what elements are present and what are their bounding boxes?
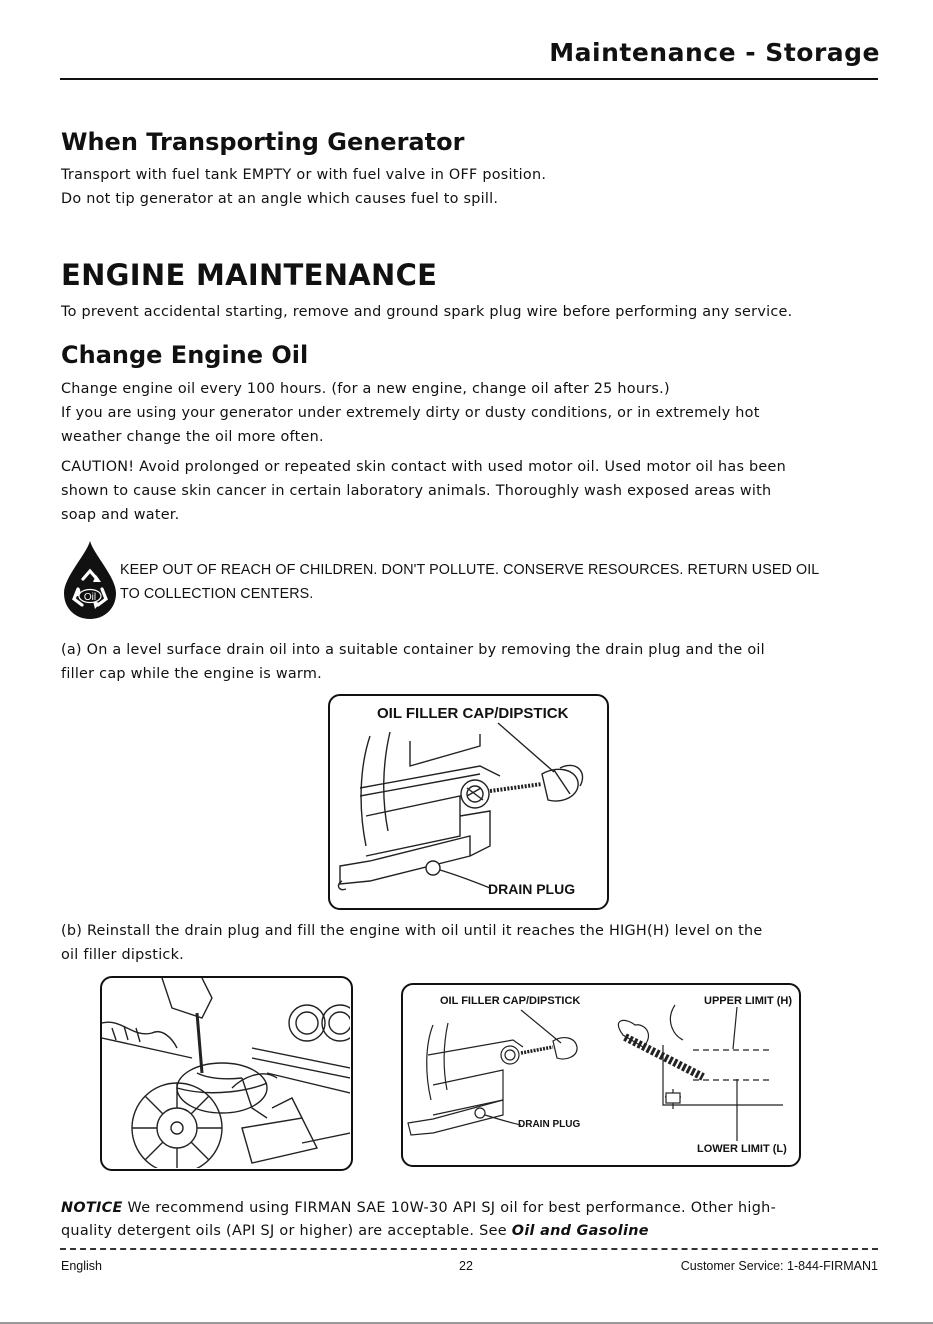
engine-maintenance-heading: ENGINE MAINTENANCE	[61, 258, 438, 292]
figure-dipstick-levels	[401, 983, 801, 1167]
figure1-label-cap: OIL FILLER CAP/DIPSTICK	[377, 705, 569, 722]
caution-line: CAUTION! Avoid prolonged or repeated skin contact with used motor oil. Used motor oil has been	[61, 459, 786, 475]
figure3-label-lower: LOWER LIMIT (L)	[697, 1143, 787, 1155]
step-b-line: (b) Reinstall the drain plug and fill the engine with oil until it reaches the HIGH(H) level on the	[61, 923, 763, 939]
figure1-label-drain: DRAIN PLUG	[488, 881, 576, 897]
notice-reference: Oil and Gasoline	[511, 1223, 649, 1239]
footer-divider	[60, 1248, 878, 1250]
caution-paragraph	[61, 455, 881, 527]
dipstick-level-illustration	[403, 985, 799, 1165]
transport-text	[61, 163, 881, 211]
engine-line: To prevent accidental starting, remove and ground spark plug wire before performing any service.	[61, 304, 793, 320]
recycle-oil-drop-icon	[60, 539, 120, 621]
figure-oil-filler-drain	[328, 694, 609, 910]
figure3-label-upper: UPPER LIMIT (H)	[704, 995, 792, 1007]
step-a-line: filler cap while the engine is warm.	[61, 666, 322, 682]
step-b-text	[61, 919, 881, 967]
page-number: 22	[459, 1259, 473, 1273]
notice-line-2	[61, 1220, 881, 1243]
notice-keyword: NOTICE	[61, 1200, 123, 1216]
recycle-icon-label: Oil	[83, 592, 97, 603]
oil-line: Change engine oil every 100 hours. (for a new engine, change oil after 25 hours.)	[61, 381, 670, 397]
step-a-text	[61, 638, 881, 686]
caution-line: shown to cause skin cancer in certain laboratory animals. Thoroughly wash exposed areas with	[61, 483, 772, 499]
figure3-label-drain: DRAIN PLUG	[518, 1119, 581, 1130]
pouring-oil-illustration	[102, 978, 350, 1168]
transport-line: Do not tip generator at an angle which causes fuel to spill.	[61, 191, 499, 207]
change-oil-paragraph	[61, 377, 881, 449]
change-oil-heading: Change Engine Oil	[61, 341, 309, 369]
footer-language: English	[61, 1259, 102, 1273]
warning-line: TO COLLECTION CENTERS.	[120, 586, 314, 602]
transport-line: Transport with fuel tank EMPTY or with fuel valve in OFF position.	[61, 167, 547, 183]
engine-crankcase-illustration	[330, 696, 606, 907]
step-a-line: (a) On a level surface drain oil into a suitable container by removing the drain plug and the oil	[61, 642, 765, 658]
oil-line: weather change the oil more often.	[61, 429, 324, 445]
customer-service: Customer Service: 1-844-FIRMAN1	[680, 1259, 878, 1273]
caution-line: soap and water.	[61, 507, 180, 523]
step-b-line: oil filler dipstick.	[61, 947, 185, 963]
header-divider	[60, 78, 878, 80]
engine-maintenance-text	[61, 300, 881, 324]
transport-heading: When Transporting Generator	[61, 128, 465, 156]
figure-pouring-oil	[100, 976, 353, 1171]
notice-line-1	[61, 1197, 881, 1220]
notice-paragraph	[61, 1197, 881, 1243]
notice-text-2: quality detergent oils (API SJ or higher) are acceptable. See	[61, 1223, 512, 1239]
figure3-label-cap: OIL FILLER CAP/DIPSTICK	[440, 995, 581, 1007]
oil-line: If you are using your generator under extremely dirty or dusty conditions, or in extremely hot	[61, 405, 760, 421]
warning-line: KEEP OUT OF REACH OF CHILDREN. DON'T POLLUTE. CONSERVE RESOURCES. RETURN USED OIL	[120, 562, 820, 578]
notice-text: We recommend using FIRMAN SAE 10W-30 API SJ oil for best performance. Other high-	[127, 1200, 777, 1216]
page-title: Maintenance - Storage	[549, 38, 880, 67]
recycle-warning	[120, 558, 890, 606]
